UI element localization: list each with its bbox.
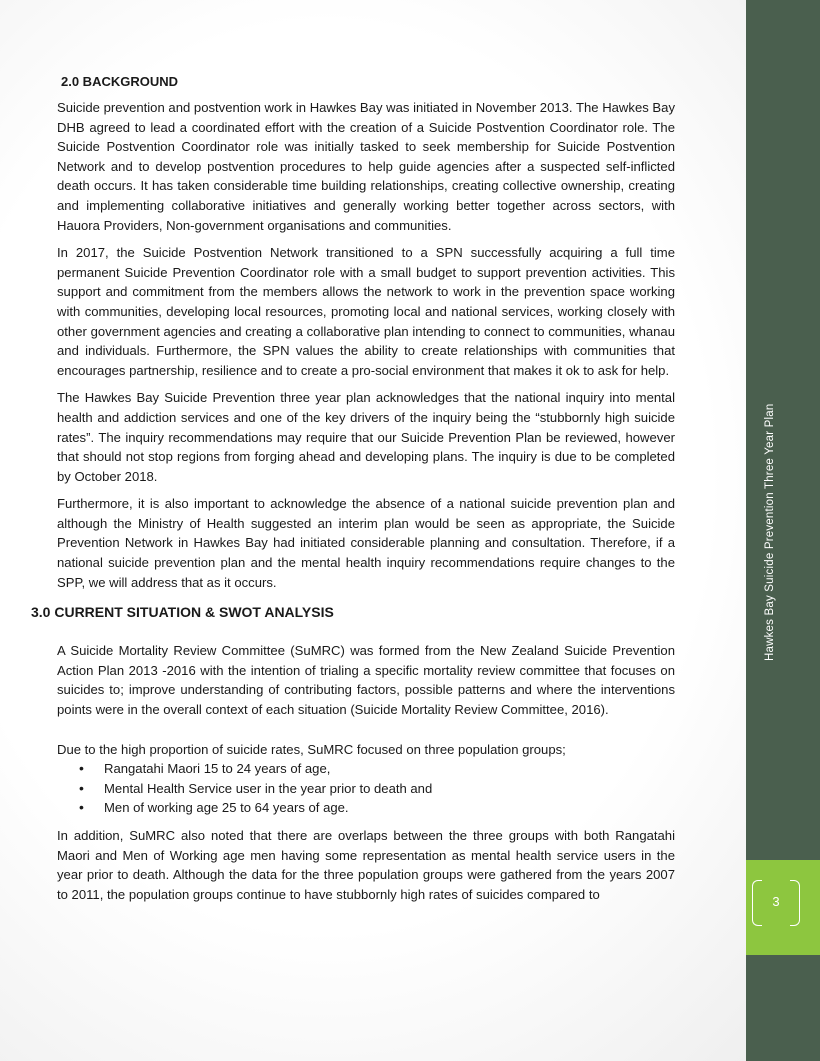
background-paragraph-1: Suicide prevention and postvention work in Hawkes Bay was initiated in November 2013. The Hawkes Bay DHB agreed to lead a coordinated effort with the creation of a Suicide Postvention Coordinator role. The Suicide Postvention Coordinator role was initially tasked to seek membership for Suicide Postvention Network and to develop postvention procedures to help guide agencies after a suspected self-inflicted death occurs. It has taken considerable time building relationships, creating collective ownership, creating and implementing collaborative initiatives and generally working better together across sectors, with Hauora Providers, Non-government organisations and communities.	[57, 100, 675, 233]
background-paragraph-3: The Hawkes Bay Suicide Prevention three year plan acknowledges that the national inquiry into mental health and addiction services and one of the key drivers of the inquiry being the “stubbornly high suicide rates”. The inquiry recommendations may require that our Suicide Prevention Plan be reviewed, however that should not stop regions from forging ahead and developing plans. The inquiry is due to be completed by October 2018.	[57, 390, 675, 484]
page-content	[31, 74, 675, 904]
section-heading-swot: 3.0 CURRENT SITUATION & SWOT ANALYSIS	[31, 604, 334, 621]
background-paragraph-2: In 2017, the Suicide Postvention Network transitioned to a SPN successfully acquiring a full time permanent Suicide Prevention Coordinator role with a small budget to support prevention activities. This support and commitment from the members allows the network to work in the prevention space working with communities, developing local resources, promoting local and national services, working closely with other government agencies and creating a collaborative plan intending to connect to communities, whanau and individuals. Furthermore, the SPN values the ability to create relationships with communities that encourages partnership, resilience and to create a pro-social environment that makes it ok to ask for help.	[57, 245, 675, 378]
document-title-vertical: Hawkes Bay Suicide Prevention Three Year Plan	[764, 403, 776, 661]
section-heading-background: 2.0 BACKGROUND	[61, 74, 179, 89]
list-item: • Mental Health Service user in the year prior to death and	[79, 779, 675, 799]
list-item: • Rangatahi Maori 15 to 24 years of age,	[79, 759, 675, 779]
background-paragraph-4: Furthermore, it is also important to acknowledge the absence of a national suicide prevention plan and although the Ministry of Health suggested an interim plan would be seen as appropriate, the Suicide Prevention Network in Hawkes Bay had initiated considerable planning and consultation. Therefore, if a national suicide prevention plan and the mental health inquiry recommendations require changes to the SPP, we will address that as it occurs.	[57, 496, 675, 590]
list-item: • Men of working age 25 to 64 years of age.	[79, 798, 675, 818]
population-group-list	[57, 759, 675, 818]
page-number: 3	[772, 894, 780, 909]
swot-paragraph-2: In addition, SuMRC also noted that there are overlaps between the three groups with both Rangatahi Maori and Men of Working age men having some representation as mental health service users in the year prior to death. Although the data for the three population groups were gathered from the years 2007 to 2011, the population groups continue to have stubbornly high rates of suicides compared to	[57, 828, 675, 902]
swot-paragraph-1: A Suicide Mortality Review Committee (SuMRC) was formed from the New Zealand Suicide Prevention Action Plan 2013 -2016 with the intention of trialing a specific mortality review committee that focuses on suicides to; improve understanding of contributing factors, possible patterns and where the interventions points were in the overall context of each situation (Suicide Mortality Review Committee, 2016).	[57, 643, 675, 718]
page-number-badge	[752, 880, 800, 926]
list-intro: Due to the high proportion of suicide rates, SuMRC focused on three population groups;	[57, 741, 566, 757]
